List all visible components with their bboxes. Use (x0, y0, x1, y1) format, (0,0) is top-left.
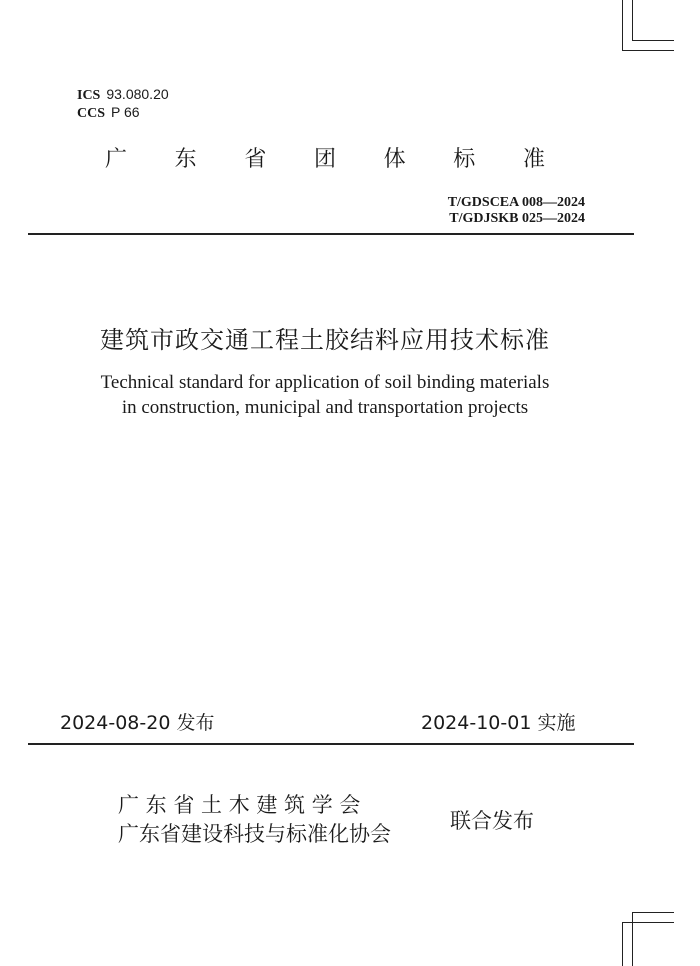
publisher-1: 广 东 省 土 木 建 筑 学 会 (118, 793, 361, 817)
issue-date: 2024-08-20 发布 (60, 712, 215, 734)
english-title-line1: Technical standard for application of soil binding materials (100, 372, 550, 393)
crop-mark-top-vertical (622, 0, 623, 50)
crop-mark-top-inner-horizontal (632, 40, 674, 41)
crop-mark-top-horizontal (622, 50, 674, 51)
crop-mark-bottom-inner-vertical (632, 912, 633, 966)
standard-type-char: 广 (105, 147, 128, 172)
crop-mark-top-inner-vertical (632, 0, 633, 40)
standard-type-char: 省 (244, 147, 267, 172)
standard-type-heading (105, 142, 545, 173)
ccs-label: CCS (77, 106, 106, 121)
standard-type-char: 标 (453, 147, 476, 172)
ccs-value: P 66 (111, 104, 140, 120)
standard-type-char: 准 (522, 147, 545, 172)
ics-label: ICS (77, 88, 101, 103)
crop-mark-bottom-inner-horizontal (632, 912, 674, 913)
ics-value: 93.080.20 (106, 86, 169, 102)
joint-publish-label: 联合发布 (450, 809, 534, 833)
ccs-code (77, 104, 140, 122)
crop-mark-bottom-vertical (622, 922, 623, 966)
standard-type-char: 东 (174, 147, 197, 172)
standard-code-1: T/GDSCEA 008—2024 (447, 195, 585, 210)
header-divider (28, 233, 634, 235)
standard-type-char: 团 (313, 147, 336, 172)
chinese-title: 建筑市政交通工程土胶结料应用技术标准 (100, 326, 550, 354)
crop-mark-bottom-horizontal (622, 922, 674, 923)
publisher-2: 广东省建设科技与标准化协会 (118, 822, 391, 846)
implementation-date: 2024-10-01 实施 (421, 712, 576, 734)
standard-code-2: T/GDJSKB 025—2024 (449, 211, 585, 226)
standard-type-char: 体 (383, 147, 406, 172)
footer-divider (28, 743, 634, 745)
english-title-line2: in construction, municipal and transportation projects (121, 397, 529, 418)
ics-code (77, 86, 169, 104)
